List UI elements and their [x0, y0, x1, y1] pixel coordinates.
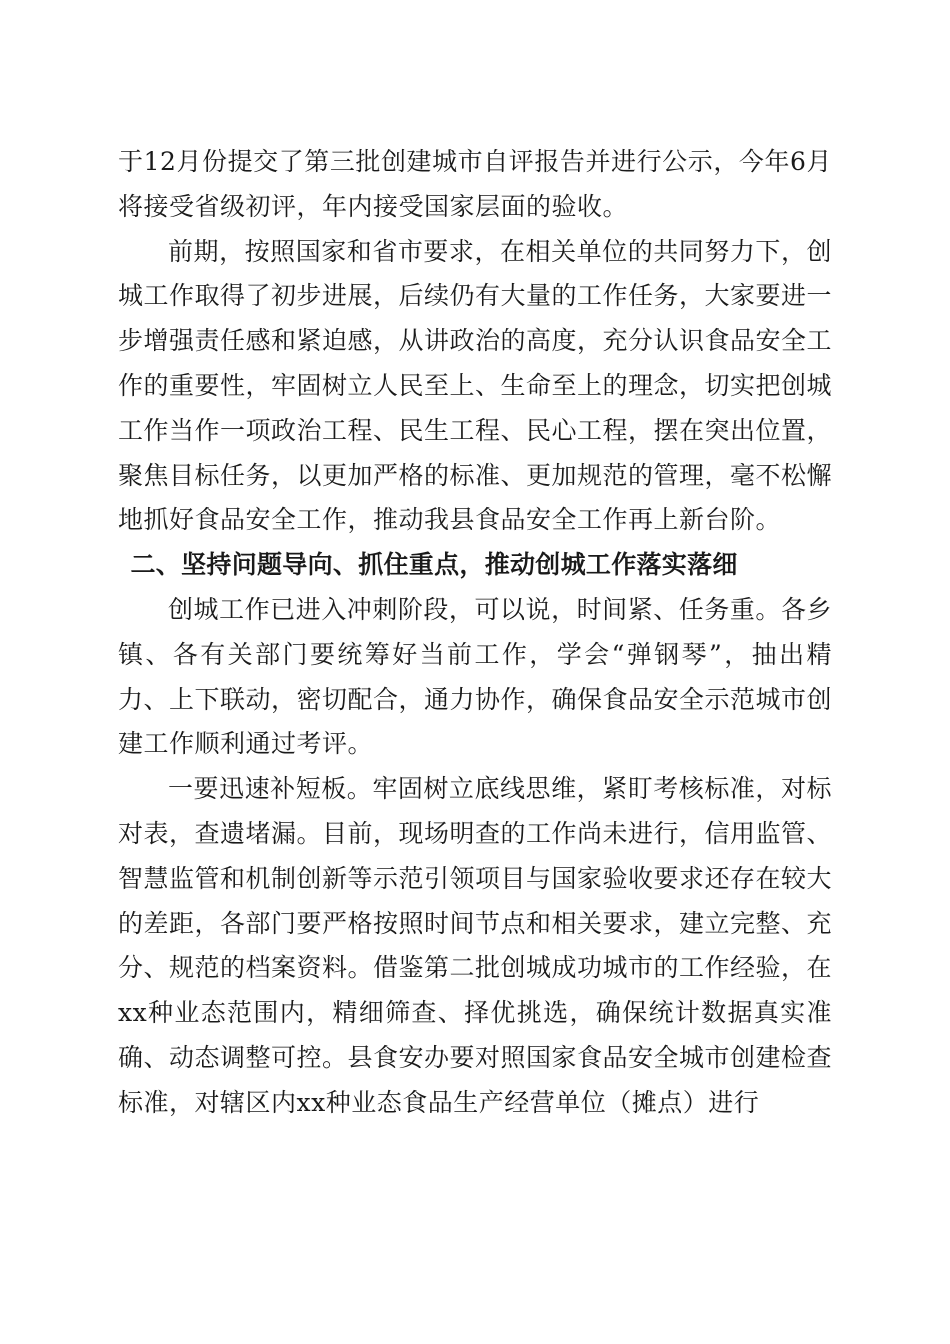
- paragraph-sprint-stage: 创城工作已进入冲刺阶段，可以说，时间紧、任务重。各乡镇、各有关部门要统筹好当前工作，学会“弹钢琴”，抽出精力、上下联动，密切配合，通力协作，确保食品安全示范城市创建工作顺利通过考评。: [118, 594, 833, 759]
- document-body: [118, 140, 832, 1126]
- paragraph-fix-shortcomings: 一要迅速补短板。牢固树立底线思维，紧盯考核标准，对标对表，查遗堵漏。目前，现场明查的工作尚未进行，信用监管、智慧监管和机制创新等示范引领项目与国家验收要求还存在较大的差距，各部门要严格按照时间节点和相关要求，建立完整、充分、规范的档案资料。借鉴第二批创城成功城市的工作经验，在xx种业态范围内，精细筛查、择优挑选，确保统计数据真实准确、动态调整可控。县食安办要对照国家食品安全城市创建检查标准，对辖区内xx种业态食品生产经营单位（摊点）进行: [118, 774, 833, 1117]
- paragraph-progress: 前期，按照国家和省市要求，在相关单位的共同努力下，创城工作取得了初步进展，后续仍有大量的工作任务，大家要进一步增强责任感和紧迫感，从讲政治的高度，充分认识食品安全工作的重要性，牢固树立人民至上、生命至上的理念，切实把创城工作当作一项政治工程、民生工程、民心工程，摆在突出位置，聚焦目标任务，以更加严格的标准、更加规范的管理，毫不松懈地抓好食品安全工作，推动我县食品安全工作再上新台阶。: [118, 236, 833, 535]
- section-heading-2: 二、坚持问题导向、抓住重点，推动创城工作落实落细: [130, 550, 738, 580]
- paragraph-continuation: 于12月份提交了第三批创建城市自评报告并进行公示，今年6月将接受省级初评，年内接受国家层面的验收。: [118, 147, 832, 221]
